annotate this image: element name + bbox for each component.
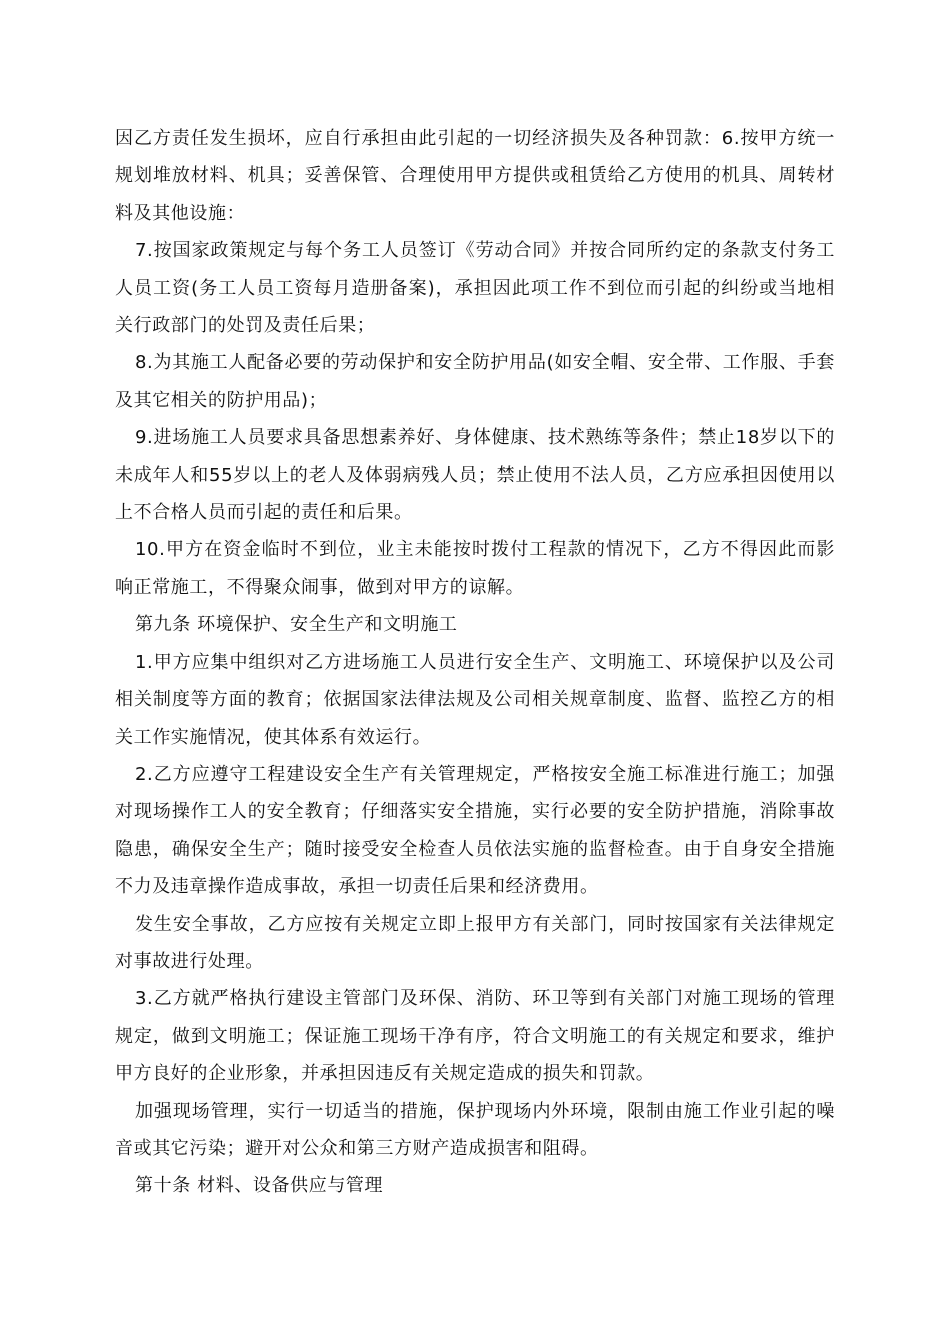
paragraph: 9.进场施工人员要求具备思想素养好、身体健康、技术熟练等条件；禁止18岁以下的未成年人和55岁以上的老人及体弱病残人员；禁止使用不法人员，乙方应承担因使用以上不合格人员而引起的责任和后果。	[115, 427, 835, 524]
section-heading: 第九条 环境保护、安全生产和文明施工	[135, 614, 458, 636]
paragraph: 8.为其施工人配备必要的劳动保护和安全防护用品(如安全帽、安全带、工作服、手套及其它相关的防护用品)；	[115, 352, 835, 411]
paragraph: 3.乙方就严格执行建设主管部门及环保、消防、环卫等到有关部门对施工现场的管理规定，做到文明施工；保证施工现场干净有序，符合文明施工的有关规定和要求，维护甲方良好的企业形象，并承担因违反有关规定造成的损失和罚款。	[115, 988, 835, 1085]
paragraph: 加强现场管理，实行一切适当的措施，保护现场内外环境，限制由施工作业引起的噪音或其它污染；避开对公众和第三方财产造成损害和阻碍。	[115, 1100, 835, 1159]
paragraph: 发生安全事故，乙方应按有关规定立即上报甲方有关部门，同时按国家有关法律规定对事故进行处理。	[115, 913, 835, 972]
document-page	[115, 120, 835, 1205]
section-heading: 第十条 材料、设备供应与管理	[135, 1175, 384, 1197]
paragraph: 1.甲方应集中组织对乙方进场施工人员进行安全生产、文明施工、环境保护以及公司相关制度等方面的教育；依据国家法律法规及公司相关规章制度、监督、监控乙方的相关工作实施情况，使其体系有效运行。	[115, 651, 835, 748]
paragraph: 2.乙方应遵守工程建设安全生产有关管理规定，严格按安全施工标准进行施工；加强对现场操作工人的安全教育；仔细落实安全措施，实行必要的安全防护措施，消除事故隐患，确保安全生产；随时接受安全检查人员依法实施的监督检查。由于自身安全措施不力及违章操作造成事故，承担一切责任后果和经济费用。	[115, 763, 835, 898]
paragraph: 10.甲方在资金临时不到位，业主未能按时拨付工程款的情况下，乙方不得因此而影响正常施工，不得聚众闹事，做到对甲方的谅解。	[115, 539, 835, 598]
paragraph: 因乙方责任发生损坏，应自行承担由此引起的一切经济损失及各种罚款：6.按甲方统一规划堆放材料、机具；妥善保管、合理使用甲方提供或租赁给乙方使用的机具、周转材料及其他设施：	[115, 128, 835, 224]
paragraph: 7.按国家政策规定与每个务工人员签订《劳动合同》并按合同所约定的条款支付务工人员工资(务工人员工资每月造册备案)，承担因此项工作不到位而引起的纠纷或当地相关行政部门的处罚及责任后果；	[115, 240, 835, 337]
